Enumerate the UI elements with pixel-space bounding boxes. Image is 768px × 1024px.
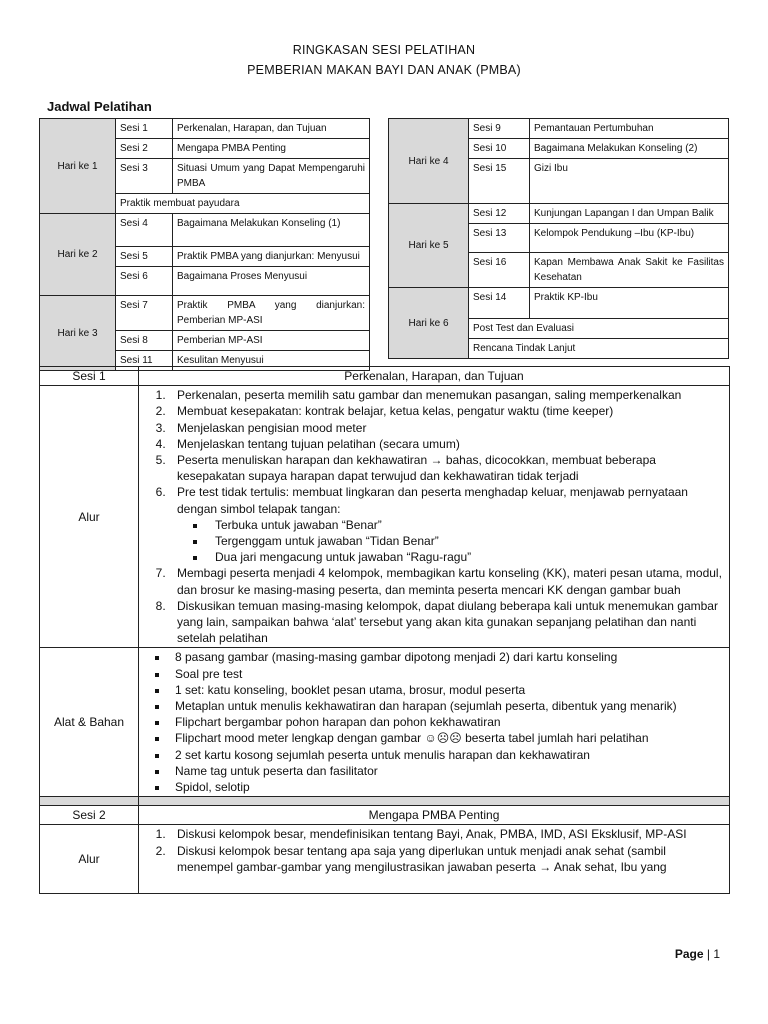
- day-label: Hari ke 3: [40, 296, 116, 371]
- session-label: Sesi 1: [40, 367, 139, 386]
- list-item-text: Pre test tidak tertulis: membuat lingkaran dan peserta menghadap keluar, menjawab pernyataan dengan simbol telapak tangan:: [177, 485, 688, 516]
- session-number: Sesi 16: [469, 253, 530, 288]
- session-number: Sesi 10: [469, 139, 530, 159]
- day-label: Hari ke 1: [40, 119, 116, 214]
- list-item: 1. Perkenalan, peserta memilih satu gambar dan menemukan pasangan, saling memperkenalkan: [169, 387, 725, 403]
- page-footer: Page | 1: [674, 947, 720, 961]
- session-note: Rencana Tindak Lanjut: [469, 339, 729, 359]
- session-topic: Bagaimana Melakukan Konseling (2): [530, 139, 729, 159]
- session-topic: Pemantauan Pertumbuhan: [530, 119, 729, 139]
- session-topic: Praktik KP-Ibu: [530, 288, 729, 319]
- schedule-table-right: [388, 118, 729, 359]
- pretest-sublist: [177, 517, 725, 566]
- session-topic: Situasi Umum yang Dapat Mempengaruhi PMBA: [173, 159, 370, 194]
- list-item: 2. Diskusi kelompok besar tentang apa saja yang diperlukan untuk menjadi anak sehat (sambil menempel gambar-gambar yang mengilustrasikan jawaban peserta → Anak sehat, Ibu yang: [169, 843, 725, 875]
- alur-content: [139, 825, 730, 894]
- list-item: 3. Menjelaskan pengisian mood meter: [169, 420, 725, 436]
- document-subtitle: PEMBERIAN MAKAN BAYI DAN ANAK (PMBA): [247, 63, 521, 77]
- sub-list-item: ▪ Terbuka untuk jawaban “Benar”: [207, 517, 725, 533]
- session-number: Sesi 2: [116, 139, 173, 159]
- session-number: Sesi 13: [469, 224, 530, 253]
- session-number: Sesi 4: [116, 214, 173, 247]
- session-number: Sesi 14: [469, 288, 530, 319]
- session-number: Sesi 12: [469, 204, 530, 224]
- list-item: ▪ Name tag untuk peserta dan fasilitator: [169, 763, 725, 779]
- document-title: RINGKASAN SESI PELATIHAN: [292, 43, 476, 57]
- list-item: ▪ Metaplan untuk menulis kekhawatiran dan harapan (sejumlah peserta, dibentuk yang menarik): [169, 698, 725, 714]
- session-topic: Bagaimana Melakukan Konseling (1): [173, 214, 370, 247]
- session-topic: Kelompok Pendukung –Ibu (KP-Ibu): [530, 224, 729, 253]
- list-item: ▪ Flipchart bergambar pohon harapan dan pohon kekhawatiran: [169, 714, 725, 730]
- session-topic: Gizi Ibu: [530, 159, 729, 204]
- session-title: Perkenalan, Harapan, dan Tujuan: [139, 367, 730, 386]
- list-item: 5. Peserta menuliskan harapan dan kekhawatiran → bahas, dicocokkan, membuat beberapa kesepakatan supaya harapan dapat terwujud dan kekhawatiran tidak terjadi: [169, 452, 725, 484]
- section-divider: [40, 797, 730, 806]
- alur-list: [143, 387, 725, 646]
- day-label: Hari ke 6: [389, 288, 469, 359]
- list-item: ▪ 1 set: katu konseling, booklet pesan utama, brosur, modul peserta: [169, 682, 725, 698]
- session-topic: Bagaimana Proses Menyusui: [173, 267, 370, 296]
- session-number: Sesi 11: [116, 351, 173, 371]
- session-topic: Praktik PMBA yang dianjurkan: Pemberian MP-ASI: [173, 296, 370, 331]
- list-item: 4. Menjelaskan tentang tujuan pelatihan (secara umum): [169, 436, 725, 452]
- schedule-heading: Jadwal Pelatihan: [47, 99, 152, 114]
- session-number: Sesi 15: [469, 159, 530, 204]
- list-item: 8. Diskusikan temuan masing-masing kelompok, dapat diulang beberapa kali untuk menemukan gambar yang lain, sampaikan bahwa ‘alat’ tersebut yang akan kita gunakan sepanjang pelatihan dan nanti setelah pelatihan: [169, 598, 725, 647]
- session-topic: Pemberian MP-ASI: [173, 331, 370, 351]
- session-title: Mengapa PMBA Penting: [139, 806, 730, 825]
- session-number: Sesi 7: [116, 296, 173, 331]
- session-topic: Mengapa PMBA Penting: [173, 139, 370, 159]
- day-label: Hari ke 5: [389, 204, 469, 288]
- session-topic: Kesulitan Menyusui: [173, 351, 370, 371]
- session-topic: Kapan Membawa Anak Sakit ke Fasilitas Kesehatan: [530, 253, 729, 288]
- list-item: 1. Diskusi kelompok besar, mendefinisikan tentang Bayi, Anak, PMBA, IMD, ASI Eksklusif, MP-ASI: [169, 826, 725, 842]
- list-item: 7. Membagi peserta menjadi 4 kelompok, membagikan kartu konseling (KK), materi pesan utama, modul, dan brosur ke masing-masing peserta, dan meminta peserta mencari KK dengan gambar buah: [169, 565, 725, 597]
- day-label: Hari ke 2: [40, 214, 116, 296]
- alat-bahan-label: Alat & Bahan: [40, 648, 139, 797]
- session-number: Sesi 1: [116, 119, 173, 139]
- list-item: ▪ Spidol, selotip: [169, 779, 725, 795]
- session-number: Sesi 9: [469, 119, 530, 139]
- list-item: ▪ 2 set kartu kosong sejumlah peserta untuk menulis harapan dan kekhawatiran: [169, 747, 725, 763]
- alur-content: [139, 386, 730, 648]
- session-topic: Kunjungan Lapangan I dan Umpan Balik: [530, 204, 729, 224]
- session-topic: Praktik PMBA yang dianjurkan: Menyusui: [173, 247, 370, 267]
- list-item: ▪ Soal pre test: [169, 666, 725, 682]
- session-topic: Perkenalan, Harapan, dan Tujuan: [173, 119, 370, 139]
- session-number: Sesi 5: [116, 247, 173, 267]
- session-note: Praktik membuat payudara: [116, 194, 370, 214]
- session-label: Sesi 2: [40, 806, 139, 825]
- alat-bahan-list: [143, 649, 725, 795]
- page-label: Page: [674, 947, 704, 961]
- session-detail-table: [39, 366, 730, 894]
- alur-clip: [143, 826, 725, 892]
- list-item: [169, 484, 725, 565]
- alur-list: [143, 826, 725, 875]
- session-number: Sesi 8: [116, 331, 173, 351]
- session-note: Post Test dan Evaluasi: [469, 319, 729, 339]
- day-label: Hari ke 4: [389, 119, 469, 204]
- session-number: Sesi 6: [116, 267, 173, 296]
- schedule-table-left: [39, 118, 370, 371]
- alur-label: Alur: [40, 386, 139, 648]
- list-item: ▪ Flipchart mood meter lengkap dengan gambar ☺☹☹ beserta tabel jumlah hari pelatihan: [169, 730, 725, 746]
- sub-list-item: ▪ Tergenggam untuk jawaban “Tidan Benar”: [207, 533, 725, 549]
- page-number: 1: [713, 947, 720, 961]
- session-number: Sesi 3: [116, 159, 173, 194]
- alat-bahan-content: [139, 648, 730, 797]
- list-item: 2. Membuat kesepakatan: kontrak belajar, ketua kelas, pengatur waktu (time keeper): [169, 403, 725, 419]
- sub-list-item: ▪ Dua jari mengacung untuk jawaban “Ragu-ragu”: [207, 549, 725, 565]
- list-item: ▪ 8 pasang gambar (masing-masing gambar dipotong menjadi 2) dari kartu konseling: [169, 649, 725, 665]
- alur-label: Alur: [40, 825, 139, 894]
